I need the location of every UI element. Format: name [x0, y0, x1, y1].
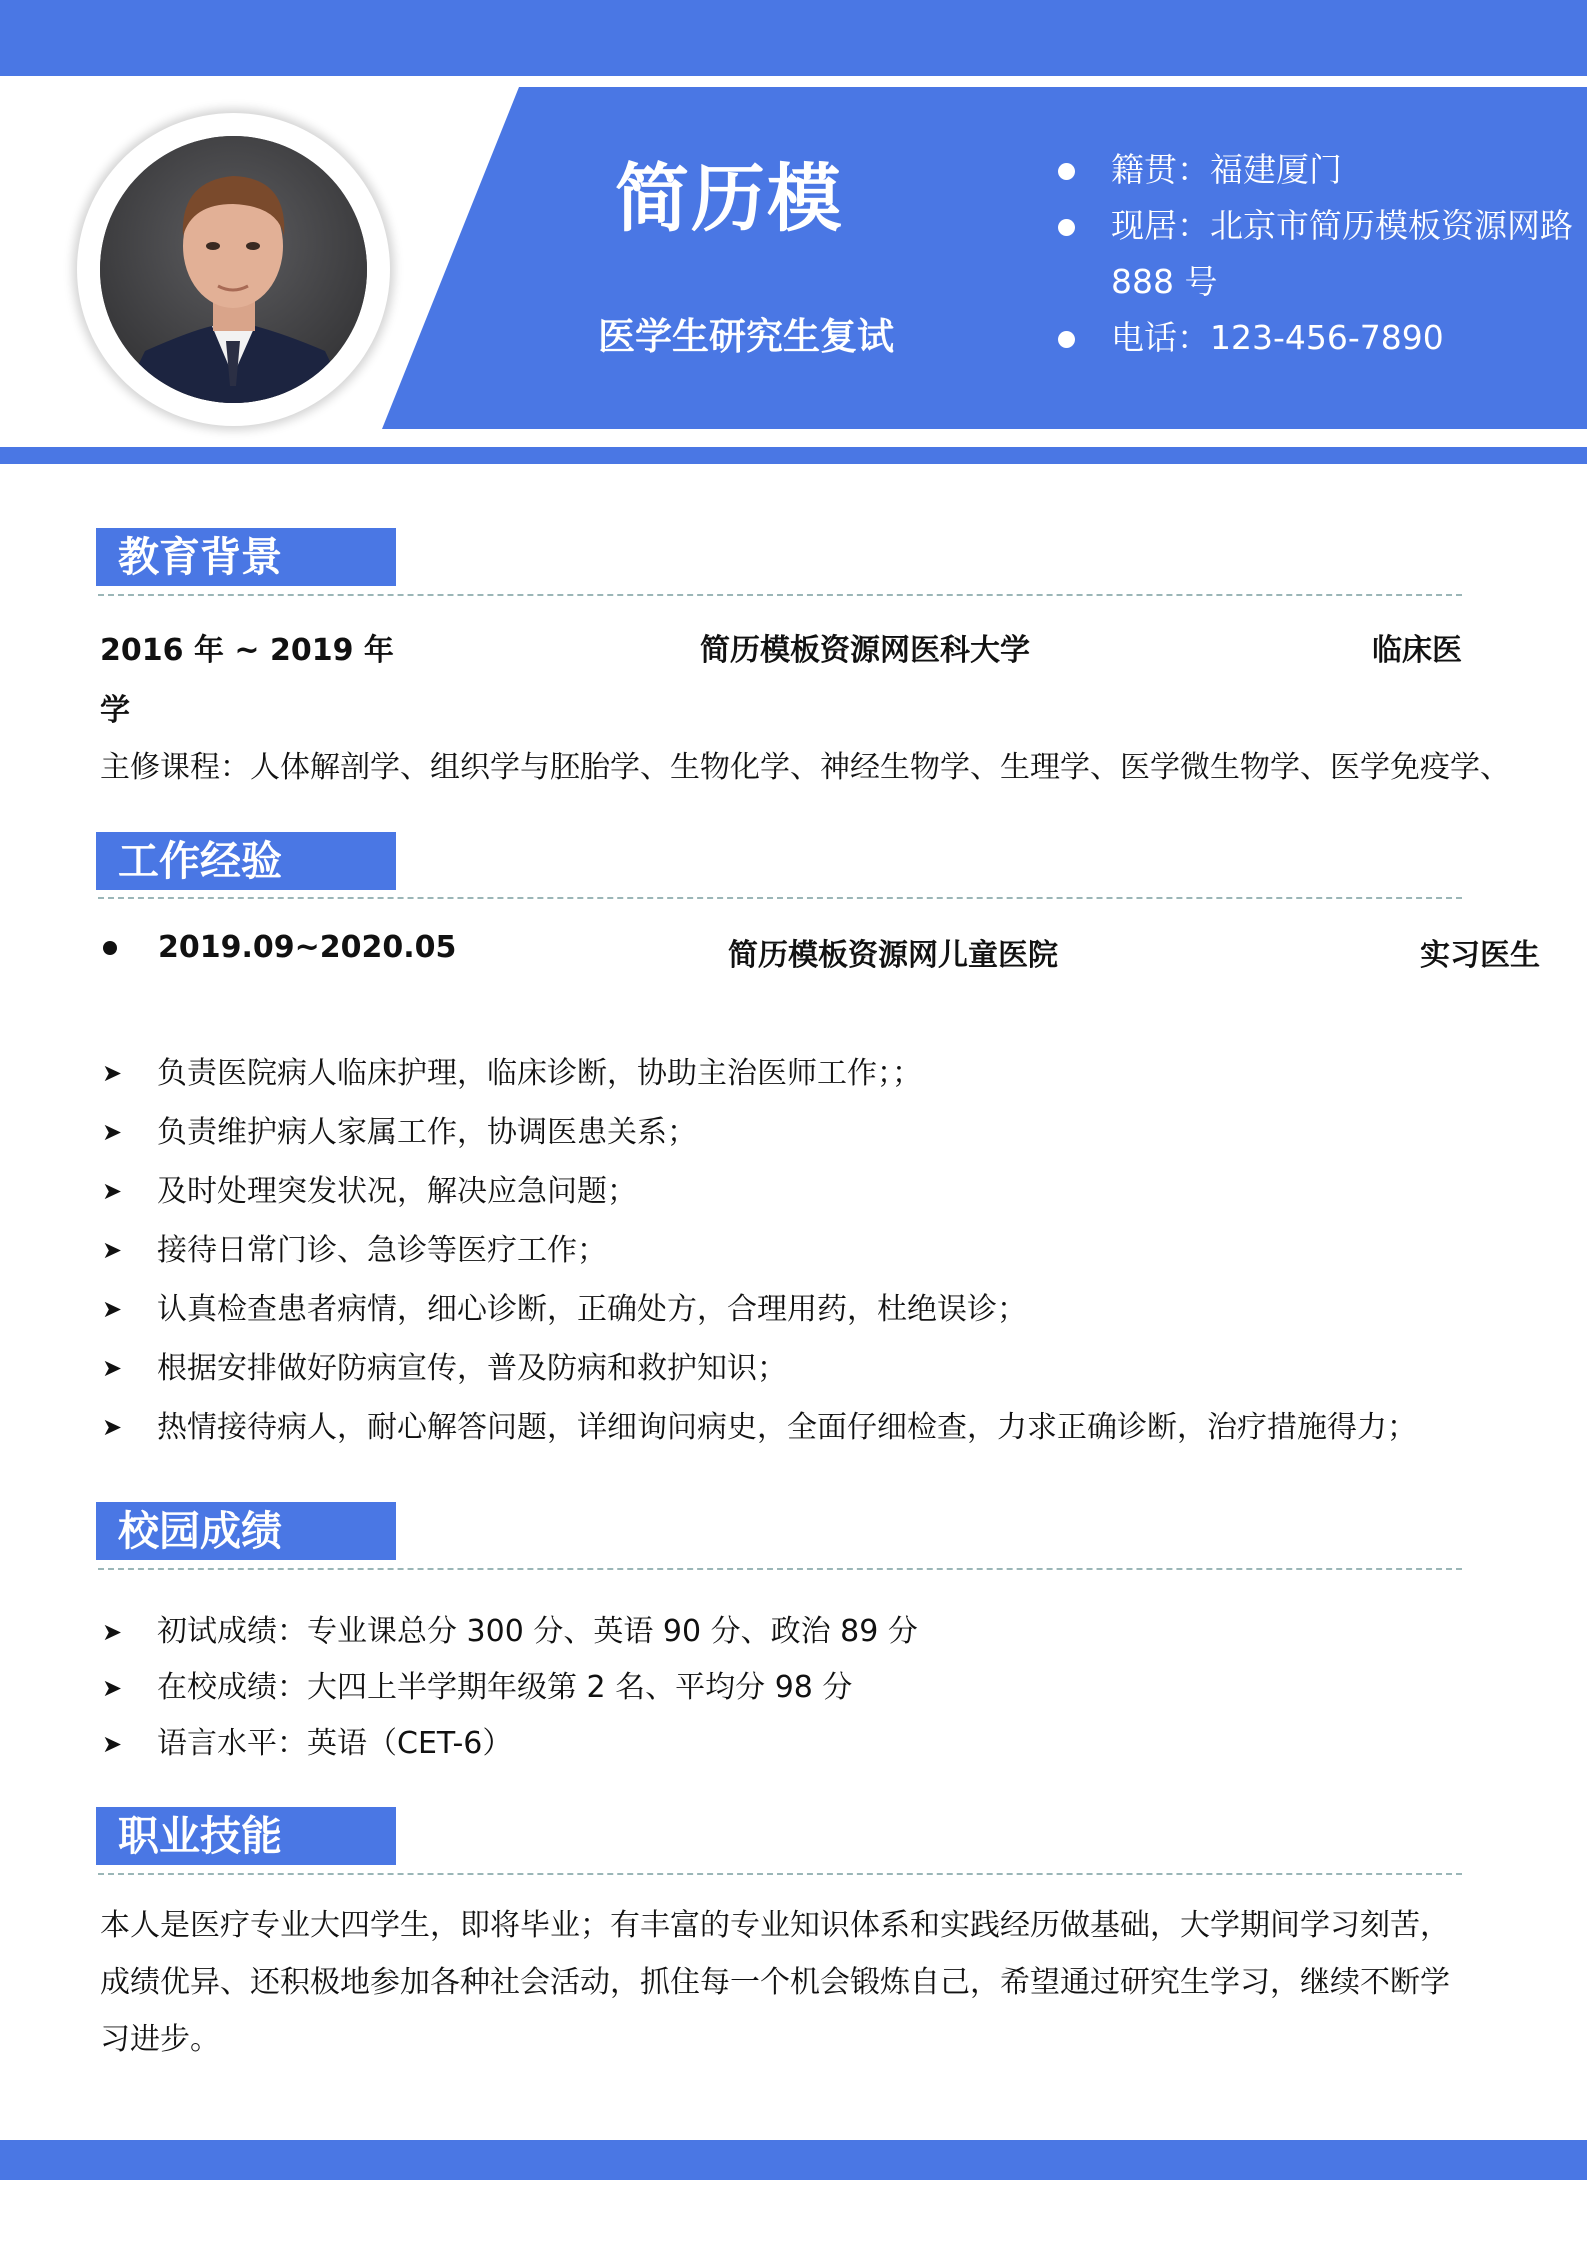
- contact-address-cont: [1055, 254, 1575, 310]
- candidate-name: 简历模: [615, 156, 843, 242]
- list-item: ➤ 负责医院病人临床护理，临床诊断，协助主治医师工作；；: [100, 1044, 1417, 1103]
- education-school: 简历模板资源网医科大学: [700, 633, 1030, 668]
- contact-info: [1055, 142, 1575, 366]
- section-title-work: 工作经验: [96, 832, 396, 890]
- contact-address-text: 现居：北京市简历模板资源网路: [1111, 206, 1573, 245]
- section-divider: [98, 594, 1462, 596]
- list-item: ➤ 及时处理突发状况，解决应急问题；: [100, 1162, 1417, 1221]
- arrowhead-icon: ➤: [102, 1674, 123, 1702]
- education-major: 临床医: [1372, 633, 1462, 668]
- arrowhead-icon: ➤: [102, 1236, 123, 1264]
- arrowhead-icon: ➤: [102, 1059, 123, 1087]
- bottom-accent-bar: [0, 2140, 1587, 2180]
- top-accent-bar: [0, 0, 1587, 76]
- campus-results: [100, 1604, 918, 1772]
- dot-icon: [1058, 331, 1075, 348]
- list-item: ➤ 接待日常门诊、急诊等医疗工作；: [100, 1221, 1417, 1280]
- list-item: ➤ 初试成绩：专业课总分 300 分、英语 90 分、政治 89 分: [100, 1604, 918, 1660]
- portrait-photo: [100, 136, 367, 403]
- arrowhead-icon: ➤: [102, 1413, 123, 1441]
- section-title-education: 教育背景: [96, 528, 396, 586]
- contact-address: [1055, 198, 1575, 254]
- arrowhead-icon: ➤: [102, 1618, 123, 1646]
- list-item: ➤ 根据安排做好防病宣传，普及防病和救护知识；: [100, 1339, 1417, 1398]
- education-major-cont: 学: [100, 693, 130, 728]
- arrowhead-icon: ➤: [102, 1118, 123, 1146]
- list-item: ➤ 语言水平：英语（CET-6）: [100, 1716, 918, 1772]
- contact-address-cont-text: 888 号: [1111, 262, 1218, 301]
- work-org: 简历模板资源网儿童医院: [728, 938, 1058, 973]
- contact-hometown-text: 籍贯：福建厦门: [1111, 150, 1342, 189]
- list-item: ➤ 认真检查患者病情，细心诊断，正确处方，合理用药，杜绝误诊；: [100, 1280, 1417, 1339]
- skills-text: 本人是医疗专业大四学生，即将毕业；有丰富的专业知识体系和实践经历做基础，大学期间学习刻苦，成绩优异、还积极地参加各种社会活动，抓住每一个机会锻炼自己，希望通过研究生学习，继续不断学习进步。: [100, 1908, 1450, 2057]
- work-role: 实习医生: [1420, 938, 1540, 973]
- arrowhead-icon: ➤: [102, 1295, 123, 1323]
- dot-icon: [1058, 163, 1075, 180]
- section-title-campus: 校园成绩: [96, 1502, 396, 1560]
- education-courses: 主修课程：人体解剖学、组织学与胚胎学、生物化学、神经生物学、生理学、医学微生物学、医学免疫学、: [100, 750, 1510, 785]
- dot-icon: [103, 941, 117, 955]
- arrowhead-icon: ➤: [102, 1730, 123, 1758]
- list-item: ➤ 热情接待病人，耐心解答问题，详细询问病史，全面仔细检查，力求正确诊断，治疗措施得力；: [100, 1398, 1417, 1457]
- header-divider-band: [0, 447, 1587, 464]
- section-divider: [98, 1873, 1462, 1875]
- list-item: ➤ 负责维护病人家属工作，协调医患关系；: [100, 1103, 1417, 1162]
- arrowhead-icon: ➤: [102, 1354, 123, 1382]
- resume-subtitle: 医学生研究生复试: [598, 315, 894, 358]
- work-duties: [100, 1044, 1417, 1457]
- contact-phone-text: 电话：123-456-7890: [1111, 318, 1444, 357]
- work-period: 2019.09~2020.05: [158, 930, 457, 965]
- avatar: [100, 136, 367, 403]
- section-title-skills: 职业技能: [96, 1807, 396, 1865]
- section-divider: [98, 1568, 1462, 1570]
- contact-hometown: [1055, 142, 1575, 198]
- dot-icon: [1058, 219, 1075, 236]
- arrowhead-icon: ➤: [102, 1177, 123, 1205]
- education-period: 2016 年 ~ 2019 年: [100, 633, 394, 668]
- contact-phone: [1055, 310, 1575, 366]
- section-divider: [98, 897, 1462, 899]
- list-item: ➤ 在校成绩：大四上半学期年级第 2 名、平均分 98 分: [100, 1660, 918, 1716]
